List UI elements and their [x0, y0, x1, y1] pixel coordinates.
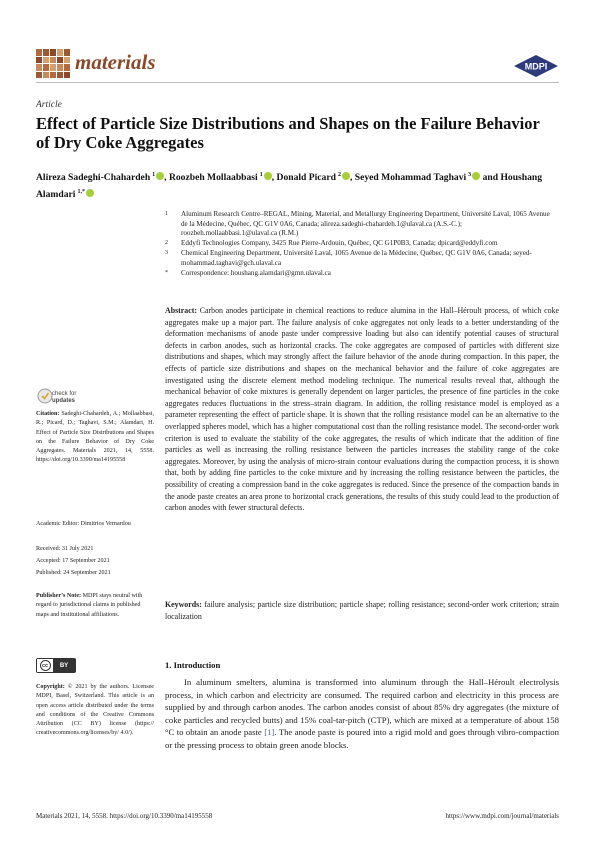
academic-editor: Academic Editor: Dimitrios Vernardou: [36, 521, 131, 527]
affiliation-text: Eddyfi Technologies Company, 3425 Rue Pierre-Ardouin, Québec, QC G1P0B3, Canada; dpicard@eddyfi.com: [181, 239, 498, 248]
journal-logo-square: [36, 57, 42, 64]
journal-logo-square: [50, 64, 56, 71]
date-received: Received: 31 July 2021: [36, 546, 94, 552]
cc-icon-text: cc: [40, 660, 51, 671]
affiliation-text: Correspondence: houshang.alamdari@gmn.ulaval.ca: [181, 268, 331, 277]
affiliation-list: [165, 210, 555, 279]
header-divider: [36, 82, 559, 83]
author[interactable]: [355, 172, 480, 183]
journal-logo-square: [64, 57, 70, 64]
orcid-icon[interactable]: [264, 172, 272, 180]
journal-logo-square: [36, 64, 42, 71]
affiliation-number: *: [165, 269, 168, 276]
journal-logo-square: [43, 49, 49, 56]
author[interactable]: [169, 172, 272, 183]
journal-logo-square: [43, 64, 49, 71]
author-affiliation-sup: 3: [468, 172, 472, 178]
footer-journal-url[interactable]: https://www.mdpi.com/journal/materials: [445, 812, 559, 820]
author-affiliation-sup: 1,*: [77, 189, 85, 196]
keywords-label: Keywords:: [165, 600, 202, 609]
journal-logo-square: [43, 72, 49, 79]
copyright-text: © 2021 by the authors. Licensee MDPI, Basel, Switzerland. This article is an open access article distributed under the terms and conditions of the Creative Commons Attribution (CC BY) license (https:// creativecommons.org/licenses/by/ 4.0/).: [36, 684, 154, 737]
journal-logo-square: [57, 49, 63, 56]
journal-logo-square: [36, 49, 42, 56]
check-for-updates-line2: updates: [52, 398, 76, 404]
publisher-note-text: MDPI stays neutral with regard to jurisdictional claims in published maps and institutional affiliations.: [36, 593, 143, 618]
author-affiliation-sup: 2: [337, 172, 341, 178]
author-name: Houshang Alamdari: [36, 172, 543, 201]
footer-citation: Materials 2021, 14, 5558. https://doi.org/10.3390/ma14195558: [36, 812, 213, 820]
citation-text: Sadeghi-Chahardeh, A.; Mollaabbasi, R.; Picard, D.; Taghavi, S.M.; Alamdari, H. Effect of Particle Size Distributions and Shapes on the Failure Behavior of Dry Coke Aggregates. Materials 2021, 14, 5558. https://doi.org/10.3390/ma14195558: [36, 411, 154, 464]
journal-logo-square: [50, 49, 56, 56]
intro-text-after-cite: . The anode paste is poured into a rigid mold and goes through vibro-compaction or the pressing process to obtain green anode blocks.: [165, 727, 559, 750]
date-accepted: Accepted: 17 September 2021: [36, 558, 110, 564]
affiliation-text: Chemical Engineering Department, Université Laval, 1065 Avenue de la Médecine, Québec, QC G1V 0A6, Canada; seyed-mohammad.taghavi@gch.ulaval.ca: [181, 249, 532, 267]
citation-link[interactable]: [1]: [264, 727, 275, 738]
journal-logo-square: [57, 64, 63, 71]
mdpi-logo-text: MDPI: [524, 61, 548, 72]
journal-logo-icon: [36, 49, 70, 78]
publisher-note: [36, 592, 154, 620]
abstract-text: Carbon anodes participate in chemical reactions to reduce alumina in the Hall–Héroult process, of which coke aggregates make up a major part. The failure analysis of coke aggregates not only leads to a better understanding of the deformation mechanisms of anode paste under compressive loading but also can identify potential causes of structural defects in carbon anodes, such as horizontal cracks. The coke aggregates are composed of particles with different size distributions and shapes, which may strongly affect the failure behavior of the anode during compaction. In this paper, the effects of particle size distributions and shapes on the mechanical behavior and the failure of coke aggregates are investigated using the discrete element method modeling technique. The numerical results reveal that, although the mechanical behavior of coke mixtures is generally dependent on larger particles, the presence of fine particles in the coke aggregates reduces fluctuations in the stress–strain diagram. In addition, the rolling resistance model is employed as a parameter representing the effect of particle shape. It is shown that the rolling resistance model can be an alternative to the overlapped spheres model, which has a higher computational cost than the rolling resistance model. The second-order work criterion is used to evaluate the stability of the coke aggregates, the results of which indicate that the addition of fine particles as well as increasing the rolling resistance between the particles increases the stability range of the coke aggregates. Moreover, by using the analysis of micro-strain contour evaluations during the compaction process, it is shown that, both by adding fine particles to the coke mixture and by increasing the rolling resistance between the particles, the possibility of creating a compression band in the coke aggregates is reduced. Since the presence of the compaction bands in the anode paste creates an area prone to horizontal crack generations, the results of this study could lead to the production of carbon anodes with fewer structural defects.: [165, 306, 559, 513]
orcid-icon[interactable]: [342, 172, 350, 180]
keywords: [165, 599, 559, 622]
abstract: [165, 305, 559, 514]
orcid-icon[interactable]: [156, 172, 164, 180]
journal-logo-square: [57, 72, 63, 79]
journal-logo-square: [50, 72, 56, 79]
check-for-updates-label[interactable]: [52, 391, 76, 405]
copyright-block: [36, 683, 154, 739]
journal-logo-square: [43, 57, 49, 64]
abstract-label: Abstract:: [165, 306, 197, 315]
affiliation-number: 2: [165, 240, 168, 247]
affiliation-item: [165, 239, 555, 249]
author-list: Alireza Sadeghi-Chahardeh $^1$ , Roozbeh Mollaabbasi $^1$ , Donald Picard $^2$ , Seyed Mohammad Taghavi $^3$ and Houshang Alamdari $^{1,*}$: [36, 172, 543, 201]
affiliation-item: [165, 269, 555, 279]
affiliation-text: Aluminum Research Centre–REGAL, Mining, Material, and Metallurgy Engineering Department, Université Laval, 1065 Avenue de la Médecine, Québec, QC G1V 0A6, Canada; alireza.sadeghi-chahardeh.1@ulaval.ca (A.S.-C.); roozbeh.mollaabbasi.1@ulaval.ca (R.M.): [181, 210, 550, 238]
journal-logo-square: [64, 72, 70, 79]
author-name: Donald Picard: [276, 172, 336, 184]
intro-text-before-cite: In aluminum smelters, alumina is transformed into aluminum through the Hall–Héroult electrolysis process, in which carbon and electricity are consumed. The required carbon and electricity in this process are supplied by and through carbon anodes. The carbon anodes consist of about 85% dry aggregates (the mixture of coke particles and recycled butts) and 15% coal-tar-pitch (CTP), which are mixed at a temperature of about 158 °C to obtain an anode paste: [165, 677, 559, 738]
author-name: Roozbeh Mollaabbasi: [168, 172, 258, 184]
journal-logo-square: [57, 57, 63, 64]
date-published: Published: 24 September 2021: [36, 570, 111, 576]
journal-logo-square: [64, 64, 70, 71]
author-name: Seyed Mohammad Taghavi: [354, 172, 467, 184]
copyright-label: Copyright:: [36, 684, 65, 690]
keywords-text: failure analysis; particle size distribution; particle shape; rolling resistance; second-order work criterion; strain localization: [165, 600, 559, 621]
author[interactable]: [36, 172, 164, 183]
orcid-icon[interactable]: [472, 172, 480, 180]
section-heading-introduction: 1. Introduction: [165, 660, 221, 670]
cc-by-license-badge[interactable]: [36, 658, 76, 673]
journal-logo-square: [36, 72, 42, 79]
introduction-paragraph: [165, 676, 559, 752]
mdpi-logo-icon: [514, 55, 558, 77]
article-type: Article: [36, 100, 62, 110]
author[interactable]: [277, 172, 350, 183]
journal-logo-square: [50, 57, 56, 64]
by-icon: [53, 659, 75, 672]
citation-label: Citation:: [36, 411, 60, 417]
affiliation-number: 1: [165, 211, 168, 217]
by-icon-text: BY: [59, 662, 69, 669]
journal-name: materials: [75, 50, 156, 74]
affiliation-number: 3: [165, 250, 168, 257]
orcid-icon[interactable]: [86, 189, 94, 197]
affiliation-item: [165, 210, 555, 239]
publisher-note-label: Publisher’s Note:: [36, 593, 82, 599]
author-name: Alireza Sadeghi-Chahardeh: [36, 172, 151, 184]
cc-icon: [37, 659, 53, 672]
citation-block: [36, 410, 154, 466]
journal-logo-square: [64, 49, 70, 56]
check-for-updates-line1: check for: [52, 391, 77, 397]
author-affiliation-sup: 1: [259, 172, 263, 178]
article-title: Effect of Particle Size Distributions and Shapes on the Failure Behavior of Dry Coke Aggregates: [36, 114, 540, 152]
affiliation-item: [165, 249, 555, 268]
author-affiliation-sup: 1: [152, 172, 156, 178]
